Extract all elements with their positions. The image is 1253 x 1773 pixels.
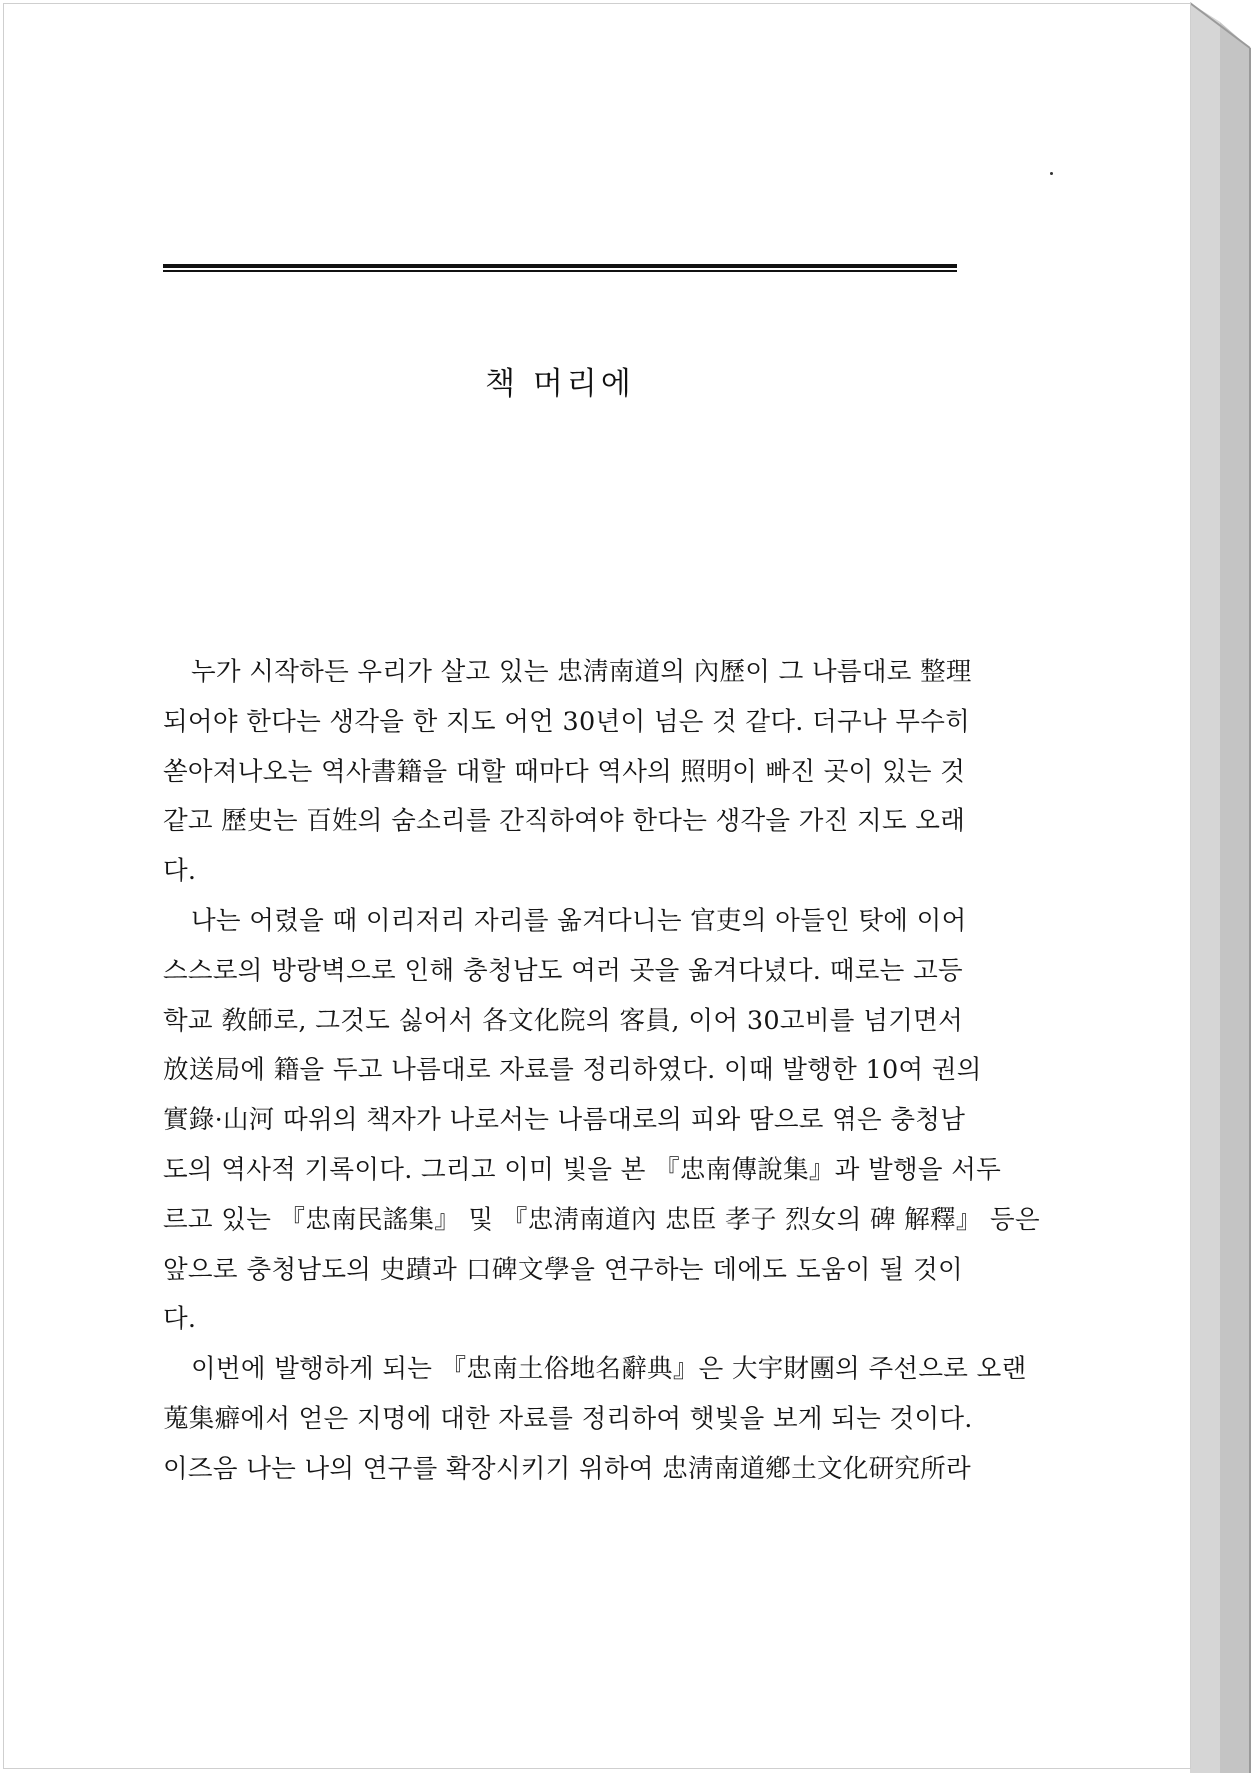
- body-text: [163, 648, 1040, 1495]
- text-line: 다.: [163, 856, 197, 887]
- text-line: 되어야 한다는 생각을 한 지도 어언 30년이 넘은 것 같다. 더구나 무수히: [163, 706, 971, 737]
- header-rule-thick: [163, 264, 957, 268]
- text-line: 도의 역사적 기록이다. 그리고 이미 빛을 본 『忠南傳說集』과 발행을 서두: [163, 1154, 1002, 1185]
- text-line: 蒐集癖에서 얻은 지명에 대한 자료를 정리하여 햇빛을 보게 되는 것이다.: [163, 1403, 973, 1434]
- text-line: 放送局에 籍을 두고 나름대로 자료를 정리하였다. 이때 발행한 10여 권의: [163, 1055, 982, 1086]
- text-line: 이즈음 나는 나의 연구를 확장시키기 위하여 忠淸南道鄕土文化研究所라: [163, 1453, 971, 1484]
- text-line: 앞으로 충청남도의 史蹟과 口碑文學을 연구하는 데에도 도움이 될 것이: [163, 1254, 963, 1285]
- text-line: 쏟아져나오는 역사書籍을 대할 때마다 역사의 照明이 빠진 곳이 있는 것: [163, 756, 966, 787]
- text-line: 이번에 발행하게 되는 『忠南土俗地名辭典』은 大宇財團의 주선으로 오랜: [191, 1354, 1027, 1385]
- text-line: 實錄·山河 따위의 책자가 나로서는 나름대로의 피와 땀으로 엮은 충청남: [163, 1105, 966, 1136]
- text-line: 같고 歷史는 百姓의 숨소리를 간직하여야 한다는 생각을 가진 지도 오래: [163, 806, 966, 837]
- text-line: 르고 있는 『忠南民謠集』 및 『忠淸南道內 忠臣 孝子 烈女의 碑 解釋』 등은: [163, 1204, 1040, 1235]
- text-line: 나는 어렸을 때 이리저리 자리를 옮겨다니는 官吏의 아들인 탓에 이어: [191, 905, 967, 936]
- header-rule-thin: [163, 270, 957, 272]
- scan-speck: [1050, 172, 1053, 175]
- page-title: 책 머리에: [485, 366, 635, 402]
- text-line: 스스로의 방랑벽으로 인해 충청남도 여러 곳을 옮겨다녔다. 때로는 고등: [163, 955, 963, 986]
- text-line: 누가 시작하든 우리가 살고 있는 忠淸南道의 內歷이 그 나름대로 整理: [191, 657, 972, 687]
- text-line: 학교 敎師로, 그것도 싫어서 各文化院의 客員, 이어 30고비를 넘기면서: [163, 1005, 963, 1036]
- text-line: 다.: [163, 1304, 197, 1335]
